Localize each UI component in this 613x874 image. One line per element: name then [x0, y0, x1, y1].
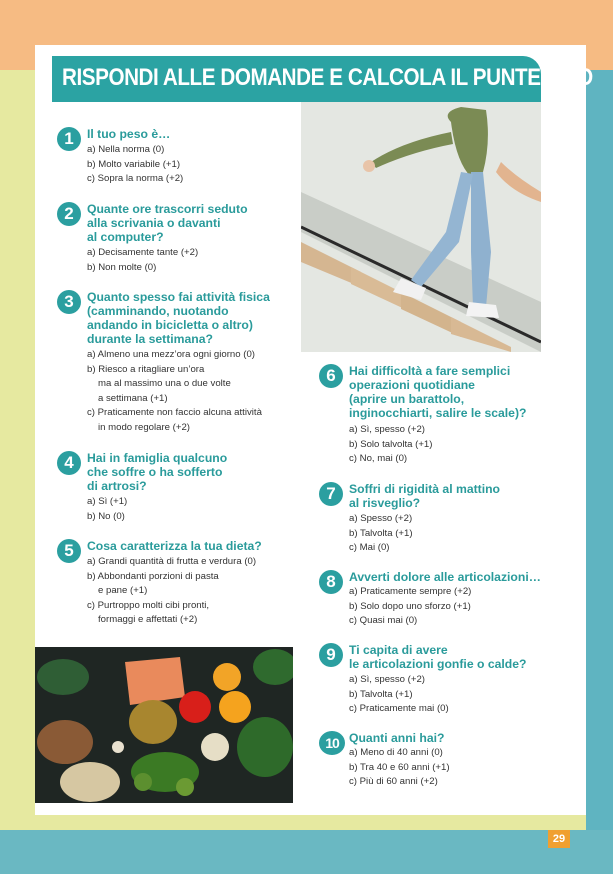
question-text: operazioni quotidiane: [349, 378, 475, 392]
question-text: Soffri di rigidità al mattino: [349, 482, 500, 496]
answer-option: b) Solo talvolta (+1): [349, 438, 433, 450]
answer-option: a) Sì, spesso (+2): [349, 674, 425, 685]
question-text: di artrosi?: [87, 479, 147, 493]
page-number: 29: [548, 830, 570, 848]
answer-option: c) No, mai (0): [349, 453, 408, 465]
question-number: 1: [57, 127, 81, 151]
answer-option: e pane (+1): [98, 585, 148, 597]
bottom-color-band: [0, 830, 613, 874]
answer-option: a) Almeno una mezz’ora ogni giorno (0): [87, 349, 255, 360]
question-text: le articolazioni gonfie o calde?: [349, 657, 527, 671]
question-text: Hai in famiglia qualcuno: [87, 451, 228, 465]
question-text: che soffre o ha sofferto: [87, 465, 223, 479]
question-text: alla scrivania o davanti: [87, 216, 221, 230]
answer-option: in modo regolare (+2): [98, 422, 190, 433]
answer-option: c) Più di 60 anni (+2): [349, 776, 438, 788]
question-number: 7: [319, 482, 343, 506]
question-text: (camminando, nuotando: [87, 304, 229, 318]
question-number: 9: [319, 643, 343, 667]
answer-option: b) No (0): [87, 510, 125, 522]
question-text: inginocchiarti, salire le scale)?: [349, 406, 527, 420]
question-number: 2: [57, 202, 81, 226]
question-text: Hai difficoltà a fare semplici: [349, 364, 511, 378]
answer-option: a) Sì, spesso (+2): [349, 424, 425, 435]
answer-option: c) Quasi mai (0): [349, 615, 418, 627]
answer-option: a) Meno di 40 anni (0): [349, 747, 443, 758]
question-text: Il tuo peso è…: [87, 127, 171, 141]
page-title: RISPONDI ALLE DOMANDE E CALCOLA IL PUNTEGGIO: [62, 64, 593, 91]
answer-option: c) Praticamente mai (0): [349, 703, 449, 715]
question-text: Ti capita di avere: [349, 643, 448, 657]
question-text: (aprire un barattolo,: [349, 392, 465, 406]
answer-option: b) Molto variabile (+1): [87, 158, 181, 170]
question-text: Quante ore trascorri seduto: [87, 202, 248, 216]
healthy-food-photo: [35, 647, 293, 803]
question-text: al computer?: [87, 230, 164, 244]
question-number: 6: [319, 364, 343, 388]
answer-option: a) Decisamente tante (+2): [87, 247, 199, 258]
question-text: Cosa caratterizza la tua dieta?: [87, 539, 262, 553]
answer-option: a settimana (+1): [98, 392, 168, 404]
answer-option: b) Abbondanti porzioni di pasta: [87, 570, 219, 582]
answer-option: a) Nella norma (0): [87, 144, 165, 155]
answer-option: b) Riesco a ritagliare un’ora: [87, 363, 205, 375]
answer-option: a) Spesso (+2): [349, 513, 413, 524]
question-number: 4: [57, 451, 81, 475]
answer-option: c) Mai (0): [349, 542, 390, 554]
question-number: 5: [57, 539, 81, 563]
answer-option: b) Solo dopo uno sforzo (+1): [349, 600, 471, 612]
answer-option: c) Sopra la norma (+2): [87, 173, 184, 185]
question-text: andando in bicicletta o altro): [87, 318, 253, 332]
question-number: 8: [319, 570, 343, 594]
question-text: durante la settimana?: [87, 332, 213, 346]
stairs-photo: [301, 102, 541, 352]
answer-option: c) Praticamente non faccio alcuna attività: [87, 407, 262, 419]
question-number: 10: [319, 731, 345, 755]
answer-option: b) Talvolta (+1): [349, 527, 413, 539]
answer-option: b) Talvolta (+1): [349, 688, 413, 700]
question-text: Quanti anni hai?: [349, 731, 445, 745]
question-text: al risveglio?: [349, 496, 421, 510]
answer-option: b) Non molte (0): [87, 261, 157, 273]
question-number: 3: [57, 290, 81, 314]
question-text: Quanto spesso fai attività fisica: [87, 290, 270, 304]
answer-option: formaggi e affettati (+2): [98, 614, 198, 626]
answer-option: a) Praticamente sempre (+2): [349, 586, 472, 597]
answer-option: c) Purtroppo molti cibi pronti,: [87, 599, 210, 611]
teal-side-strip: [586, 70, 613, 830]
answer-option: b) Tra 40 e 60 anni (+1): [349, 761, 450, 773]
answer-option: a) Sì (+1): [87, 496, 128, 507]
answer-option: ma al massimo una o due volte: [98, 378, 231, 390]
question-text: Avverti dolore alle articolazioni…: [349, 570, 541, 584]
answer-option: a) Grandi quantità di frutta e verdura (0): [87, 556, 257, 567]
